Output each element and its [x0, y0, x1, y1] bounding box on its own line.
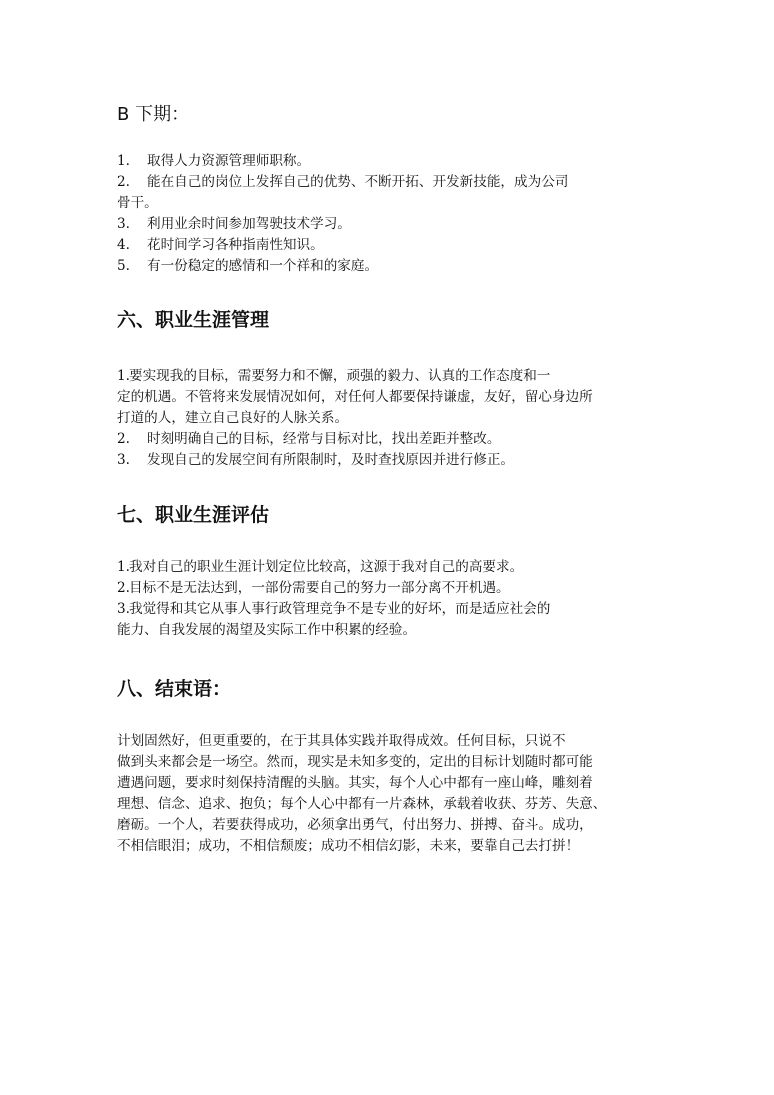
section-b — [117, 103, 677, 127]
section-b-list — [117, 151, 677, 277]
list-item: 2. 能在自己的岗位上发挥自己的优势、不断开拓、开发新技能，成为公司 — [117, 174, 569, 190]
paragraph-line: 定的机遇。不管将来发展情况如何，对任何人都要保持谦虚，友好，留心身边所 — [117, 389, 593, 405]
section-7-heading: 七、职业生涯评估 — [117, 504, 270, 526]
list-item-continuation: 骨干。 — [117, 195, 158, 211]
section-6-heading: 六、职业生涯管理 — [117, 309, 270, 331]
paragraph-line: 遭遇问题，要求时刻保持清醒的头脑。其实，每个人心中都有一座山峰，雕刻着 — [117, 775, 593, 791]
paragraph-line: 打道的人，建立自己良好的人脉关系。 — [117, 410, 349, 426]
section-8-heading: 八、结束语： — [117, 678, 232, 700]
paragraph-line: 磨砺。一个人，若要获得成功，必须拿出勇气，付出努力、拼搏、奋斗。成功， — [117, 817, 593, 833]
section-8-body — [117, 731, 677, 857]
paragraph-line: 不相信眼泪；成功，不相信颓废；成功不相信幻影，未来，要靠自己去打拼！ — [117, 838, 580, 854]
list-item: 3.我觉得和其它从事人事行政管理竞争不是专业的好坏，而是适应社会的 — [117, 601, 551, 617]
section-7 — [117, 502, 677, 528]
list-item: 3. 发现自己的发展空间有所限制时，及时查找原因并进行修正。 — [117, 452, 515, 468]
paragraph-line: 1.要实现我的目标，需要努力和不懈，顽强的毅力、认真的工作态度和一 — [117, 368, 551, 384]
list-item: 1. 取得人力资源管理师职称。 — [117, 153, 311, 169]
list-item: 2. 时刻明确自己的目标，经常与目标对比，找出差距并整改。 — [117, 431, 501, 447]
list-item: 2.目标不是无法达到，一部份需要自己的努力一部分离不开机遇。 — [117, 580, 510, 596]
section-8 — [117, 676, 677, 702]
paragraph-line: 计划固然好，但更重要的，在于其具体实践并取得成效。任何目标，只说不 — [117, 733, 566, 749]
paragraph-line: 能力、自我发展的渴望及实际工作中积累的经验。 — [117, 622, 417, 638]
list-item: 5. 有一份稳定的感情和一个祥和的家庭。 — [117, 258, 379, 274]
list-item: 4. 花时间学习各种指南性知识。 — [117, 237, 324, 253]
paragraph-line: 做到头来都会是一场空。然而，现实是未知多变的，定出的目标计划随时都可能 — [117, 754, 593, 770]
section-7-body — [117, 557, 677, 641]
section-6-body — [117, 366, 677, 471]
list-item: 1.我对自己的职业生涯计划定位比较高，这源于我对自己的高要求。 — [117, 559, 524, 575]
paragraph-line: 理想、信念、追求、抱负；每个人心中都有一片森林，承载着收获、芬芳、失意、 — [117, 796, 607, 812]
list-item: 3. 利用业余时间参加驾驶技术学习。 — [117, 216, 351, 232]
section-b-heading: B 下期： — [117, 104, 190, 125]
section-6 — [117, 307, 677, 333]
